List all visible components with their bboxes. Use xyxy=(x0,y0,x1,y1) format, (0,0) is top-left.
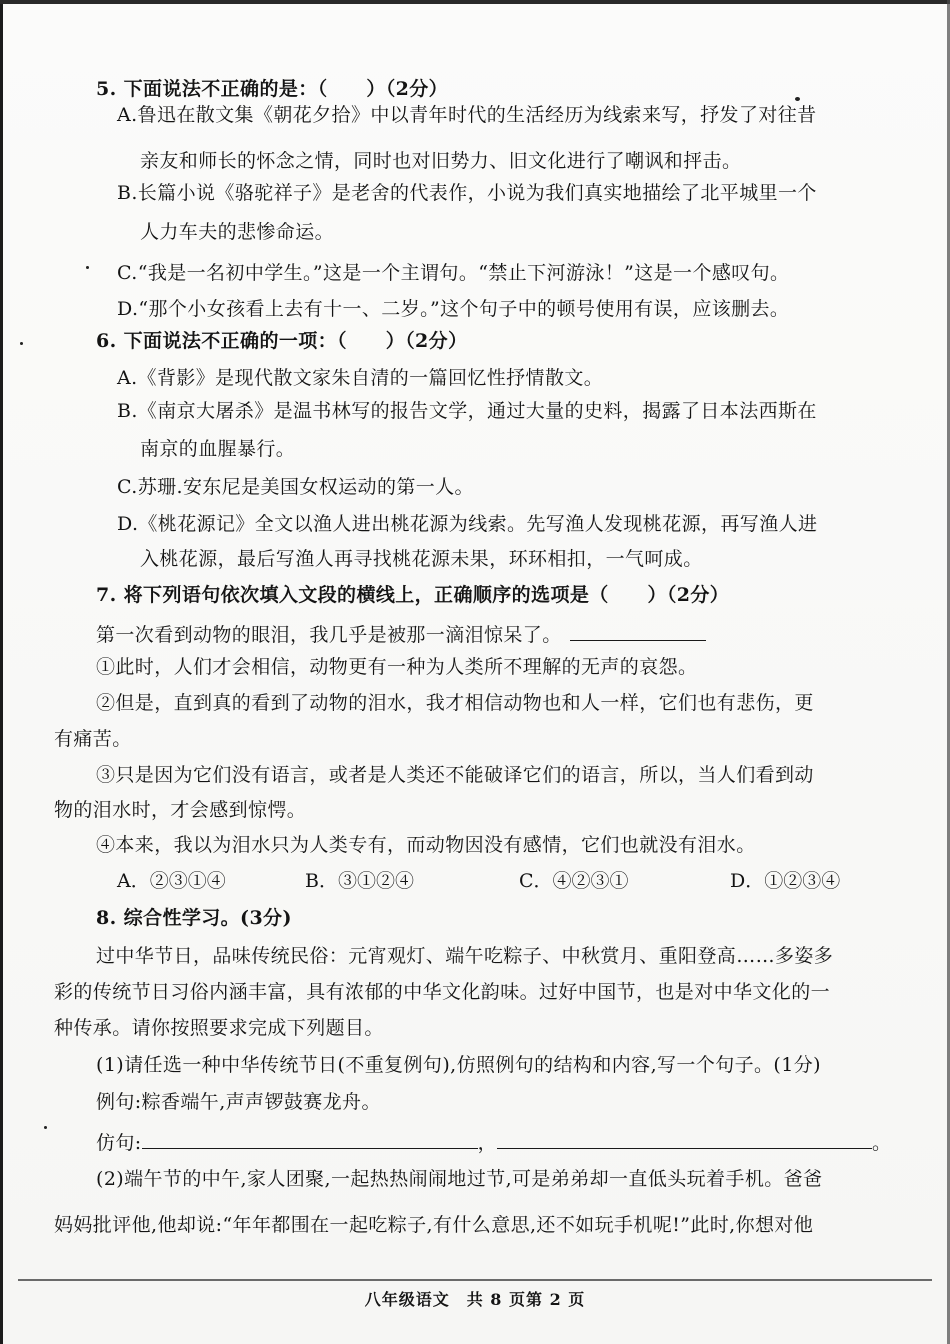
imitation-blank-second[interactable] xyxy=(497,1128,872,1149)
question-6-option-b-line2: 南京的血腥暴行。 xyxy=(140,438,296,460)
question-7-sentence-2-line2: 有痛苦。 xyxy=(54,728,132,750)
question-8-paragraph-line3: 种传承。请你按照要求完成下列题目。 xyxy=(54,1017,384,1039)
question-7-choice-b[interactable]: B．③①②④ xyxy=(305,870,414,892)
question-7-sentence-3-line1: ③只是因为它们没有语言，或者是人类还不能破译它们的语言，所以，当人们看到动 xyxy=(96,764,814,786)
question-6-option-a: A.《背影》是现代散文家朱自清的一篇回忆性抒情散文。 xyxy=(117,367,604,389)
question-7-intro xyxy=(96,620,706,647)
question-8-imitation-row xyxy=(96,1128,891,1155)
imitation-blank-first[interactable] xyxy=(142,1128,478,1149)
question-8-stem: 8. 综合性学习。(3分) xyxy=(96,907,292,929)
question-7-sentence-3-line2: 物的泪水时，才会感到惊愕。 xyxy=(54,799,307,821)
scan-border-left xyxy=(0,0,3,1344)
question-6-option-b-line1: B.《南京大屠杀》是温书林写的报告文学，通过大量的史料，揭露了日本法西斯在 xyxy=(117,400,817,422)
scan-border-top xyxy=(0,0,950,4)
question-8-subquestion-2-line2: 妈妈批评他,他却说:“年年都围在一起吃粽子,有什么意思,还不如玩手机呢!”此时,你想对他 xyxy=(54,1214,814,1236)
question-6-option-d-line2: 入桃花源，最后写渔人再寻找桃花源未果，环环相扣，一气呵成。 xyxy=(140,548,703,570)
footer-divider xyxy=(18,1279,932,1281)
question-6-option-d-line1: D.《桃花源记》全文以渔人进出桃花源为线索。先写渔人发现桃花源，再写渔人进 xyxy=(117,513,818,535)
question-8-example-sentence: 例句:粽香端午,声声锣鼓赛龙舟。 xyxy=(96,1091,381,1113)
question-7-stem: 7. 将下列语句依次填入文段的横线上，正确顺序的选项是（ ）（2分） xyxy=(96,584,730,606)
question-5-stem: 5. 下面说法不正确的是：（ ）（2分） xyxy=(96,78,449,100)
question-6-stem: 6. 下面说法不正确的一项：（ ）（2分） xyxy=(96,330,468,352)
question-5-option-d: D.“那个小女孩看上去有十一、二岁。”这个句子中的顿号使用有误，应该删去。 xyxy=(117,298,790,320)
question-7-choice-c[interactable]: C．④②③① xyxy=(519,870,629,892)
question-5-option-a-line2: 亲友和师长的怀念之情，同时也对旧势力、旧文化进行了嘲讽和抨击。 xyxy=(140,150,742,172)
question-7-intro-text: 第一次看到动物的眼泪，我几乎是被那一滴泪惊呆了。 xyxy=(96,624,562,646)
imitation-comma: ， xyxy=(477,1132,498,1154)
scan-speck xyxy=(44,1126,47,1129)
imitation-period: 。 xyxy=(872,1132,892,1154)
scan-speck xyxy=(20,342,23,345)
question-8-paragraph-line1: 过中华节日，品味传统民俗：元宵观灯、端午吃粽子、中秋赏月、重阳登高……多姿多 xyxy=(96,945,834,967)
question-5-option-b-line1: B.长篇小说《骆驼祥子》是老舍的代表作，小说为我们真实地描绘了北平城里一个 xyxy=(117,182,817,204)
imitation-label: 仿句: xyxy=(96,1132,142,1154)
question-7-choice-a[interactable]: A．②③①④ xyxy=(117,870,226,892)
question-7-sentence-1: ①此时，人们才会相信，动物更有一种为人类所不理解的无声的哀怨。 xyxy=(96,656,698,678)
question-8-subquestion-1: (1)请任选一种中华传统节日(不重复例句),仿照例句的结构和内容,写一个句子。(1分) xyxy=(96,1054,821,1076)
question-5-option-a-line1: A.鲁迅在散文集《朝花夕拾》中以青年时代的生活经历为线索来写，抒发了对往昔 xyxy=(117,104,817,126)
question-8-subquestion-2-line1: (2)端午节的中午,家人团聚,一起热热闹闹地过节,可是弟弟却一直低头玩着手机。爸爸 xyxy=(96,1168,823,1190)
question-7-choice-d[interactable]: D．①②③④ xyxy=(730,870,841,892)
question-5-option-c: C.“我是一名初中学生。”这是一个主谓句。“禁止下河游泳！”这是一个感叹句。 xyxy=(117,262,790,284)
scan-speck xyxy=(86,266,89,269)
question-7-sentence-2-line1: ②但是，直到真的看到了动物的泪水，我才相信动物也和人一样，它们也有悲伤，更 xyxy=(96,692,814,714)
question-8-paragraph-line2: 彩的传统节日习俗内涵丰富，具有浓郁的中华文化韵味。过好中国节，也是对中华文化的一 xyxy=(54,981,831,1003)
question-7-sentence-4: ④本来，我以为泪水只为人类专有，而动物因没有感情，它们也就没有泪水。 xyxy=(96,834,756,856)
question-5-option-b-line2: 人力车夫的悲惨命运。 xyxy=(140,221,335,243)
question-6-option-c: C.苏珊.安东尼是美国女权运动的第一人。 xyxy=(117,476,474,498)
question-7-answer-blank[interactable] xyxy=(570,620,706,641)
page-footer: 八年级语文 共 8 页第 2 页 xyxy=(364,1290,586,1309)
scan-speck xyxy=(795,97,800,101)
